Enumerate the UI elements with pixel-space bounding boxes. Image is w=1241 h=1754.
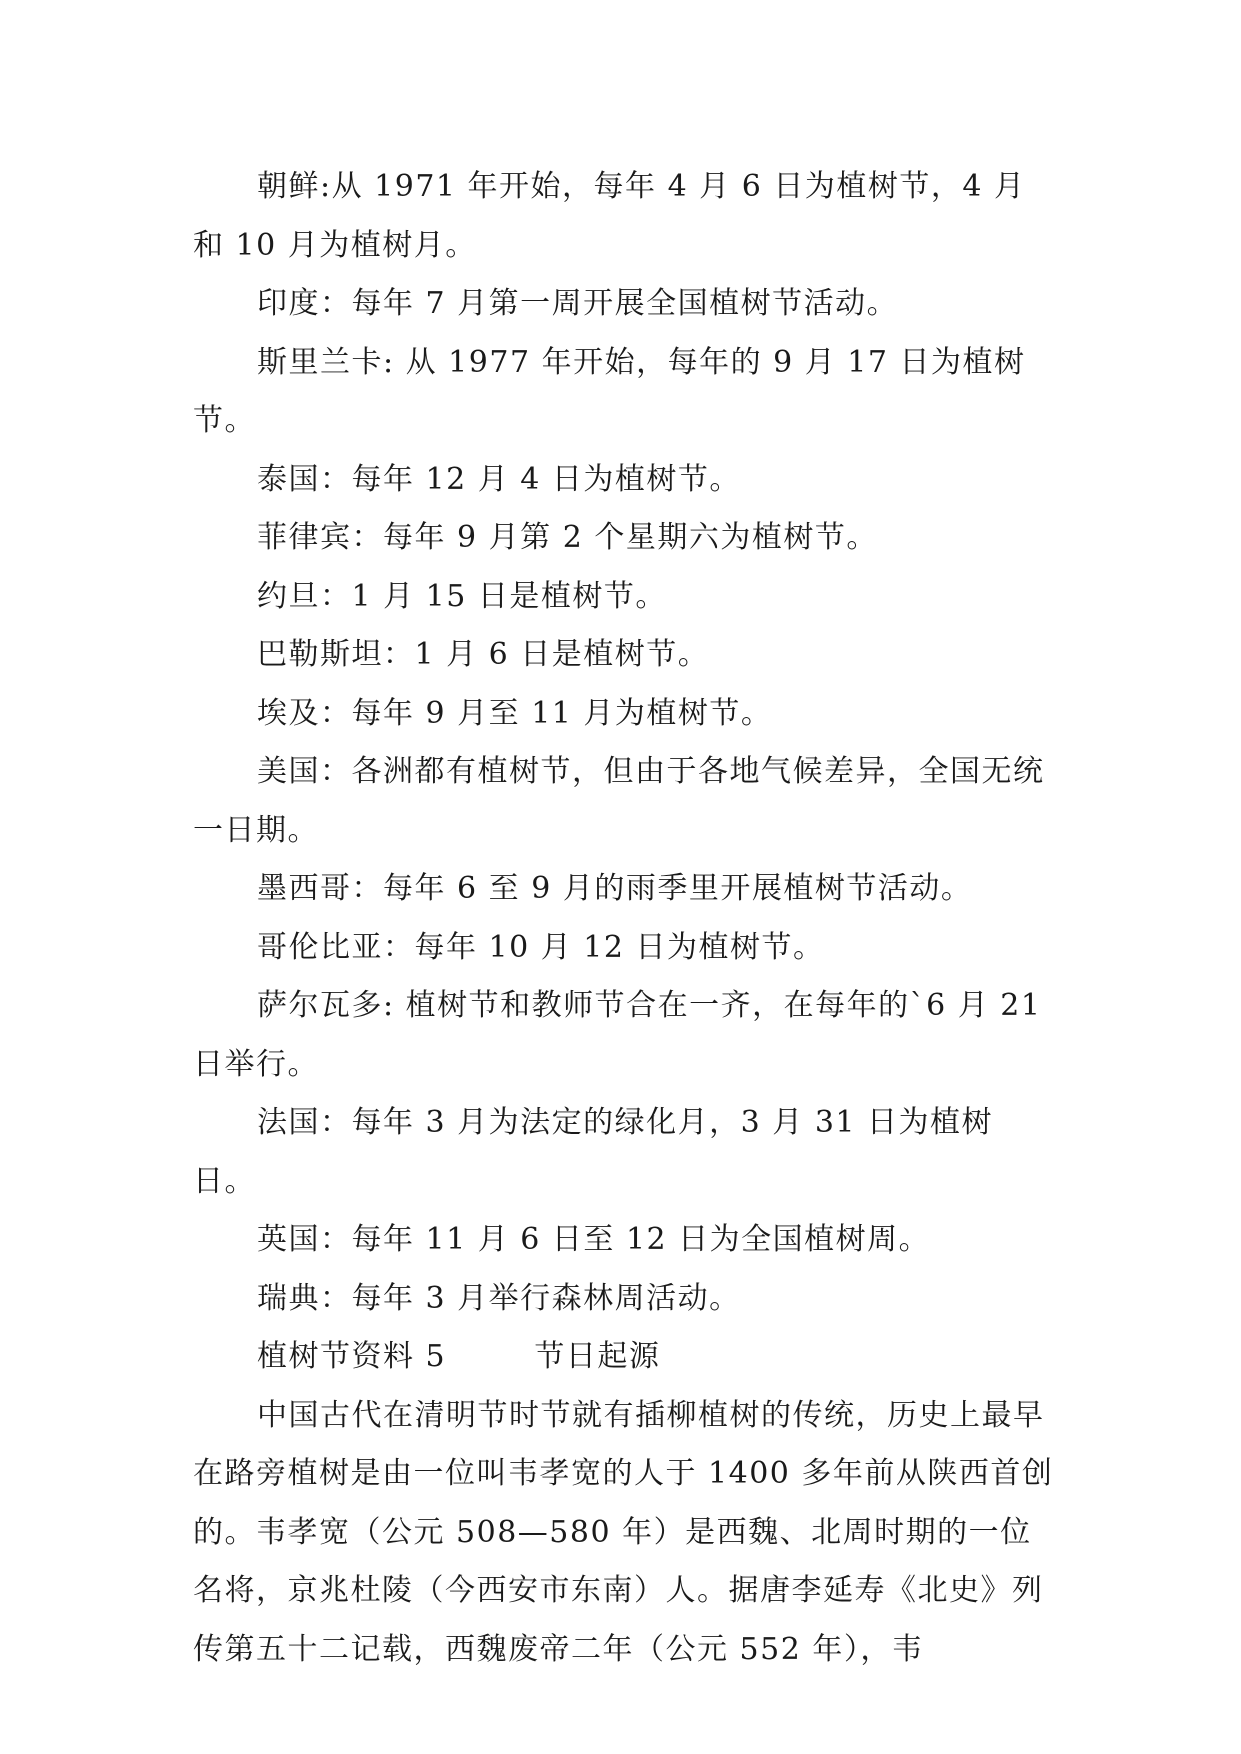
paragraph-colombia: 哥伦比亚：每年 10 月 12 日为植树节。 bbox=[257, 929, 825, 965]
paragraph-egypt: 埃及：每年 9 月至 11 月为植树节。 bbox=[257, 695, 773, 731]
paragraph-origin: 中国古代在清明节时节就有插柳植树的传统，历史上最早在路旁植树是由一位叫韦孝宽的人于 1400 多年前从陕西首创的。韦孝宽（公元 508—580 年）是西魏、北周时期的一位名将，京兆杜陵（今西安市东南）人。据唐李延寿《北史》列传第五十二记载，西魏废帝二年（公元 552 年），韦 bbox=[193, 1397, 1054, 1667]
section-heading bbox=[193, 1328, 1055, 1387]
paragraph-el-salvador: 萨尔瓦多: 植树节和教师节合在一齐，在每年的`6 月 21 日举行。 bbox=[193, 988, 1042, 1082]
paragraph-india: 印度：每年 7 月第一周开展全国植树节活动。 bbox=[257, 286, 899, 321]
paragraph-mexico: 墨西哥：每年 6 至 9 月的雨季里开展植树节活动。 bbox=[257, 871, 973, 906]
paragraph-sri-lanka: 斯里兰卡: 从 1977 年开始，每年的 9 月 17 日为植树节。 bbox=[193, 344, 1026, 438]
paragraph-sweden: 瑞典：每年 3 月举行森林周活动。 bbox=[257, 1280, 741, 1316]
document-body bbox=[193, 158, 1055, 1679]
paragraph-uk: 英国：每年 11 月 6 日至 12 日为全国植树周。 bbox=[257, 1222, 931, 1257]
section-heading-subtitle: 节日起源 bbox=[534, 1339, 661, 1374]
paragraph-palestine: 巴勒斯坦：1 月 6 日是植树节。 bbox=[257, 637, 710, 672]
section-heading-title: 植树节资料 5 bbox=[257, 1339, 447, 1374]
paragraph-usa: 美国：各洲都有植树节，但由于各地气候差异，全国无统一日期。 bbox=[193, 754, 1045, 848]
paragraph-france: 法国：每年 3 月为法定的绿化月，3 月 31 日为植树日。 bbox=[193, 1105, 994, 1199]
paragraph-jordan: 约旦：1 月 15 日是植树节。 bbox=[257, 578, 667, 614]
paragraph-philippines: 菲律宾：每年 9 月第 2 个星期六为植树节。 bbox=[257, 520, 878, 555]
paragraph-korea: 朝鲜:从 1971 年开始，每年 4 月 6 日为植树节，4 月和 10 月为植树月。 bbox=[193, 169, 1026, 263]
paragraph-thailand: 泰国：每年 12 月 4 日为植树节。 bbox=[257, 461, 741, 497]
